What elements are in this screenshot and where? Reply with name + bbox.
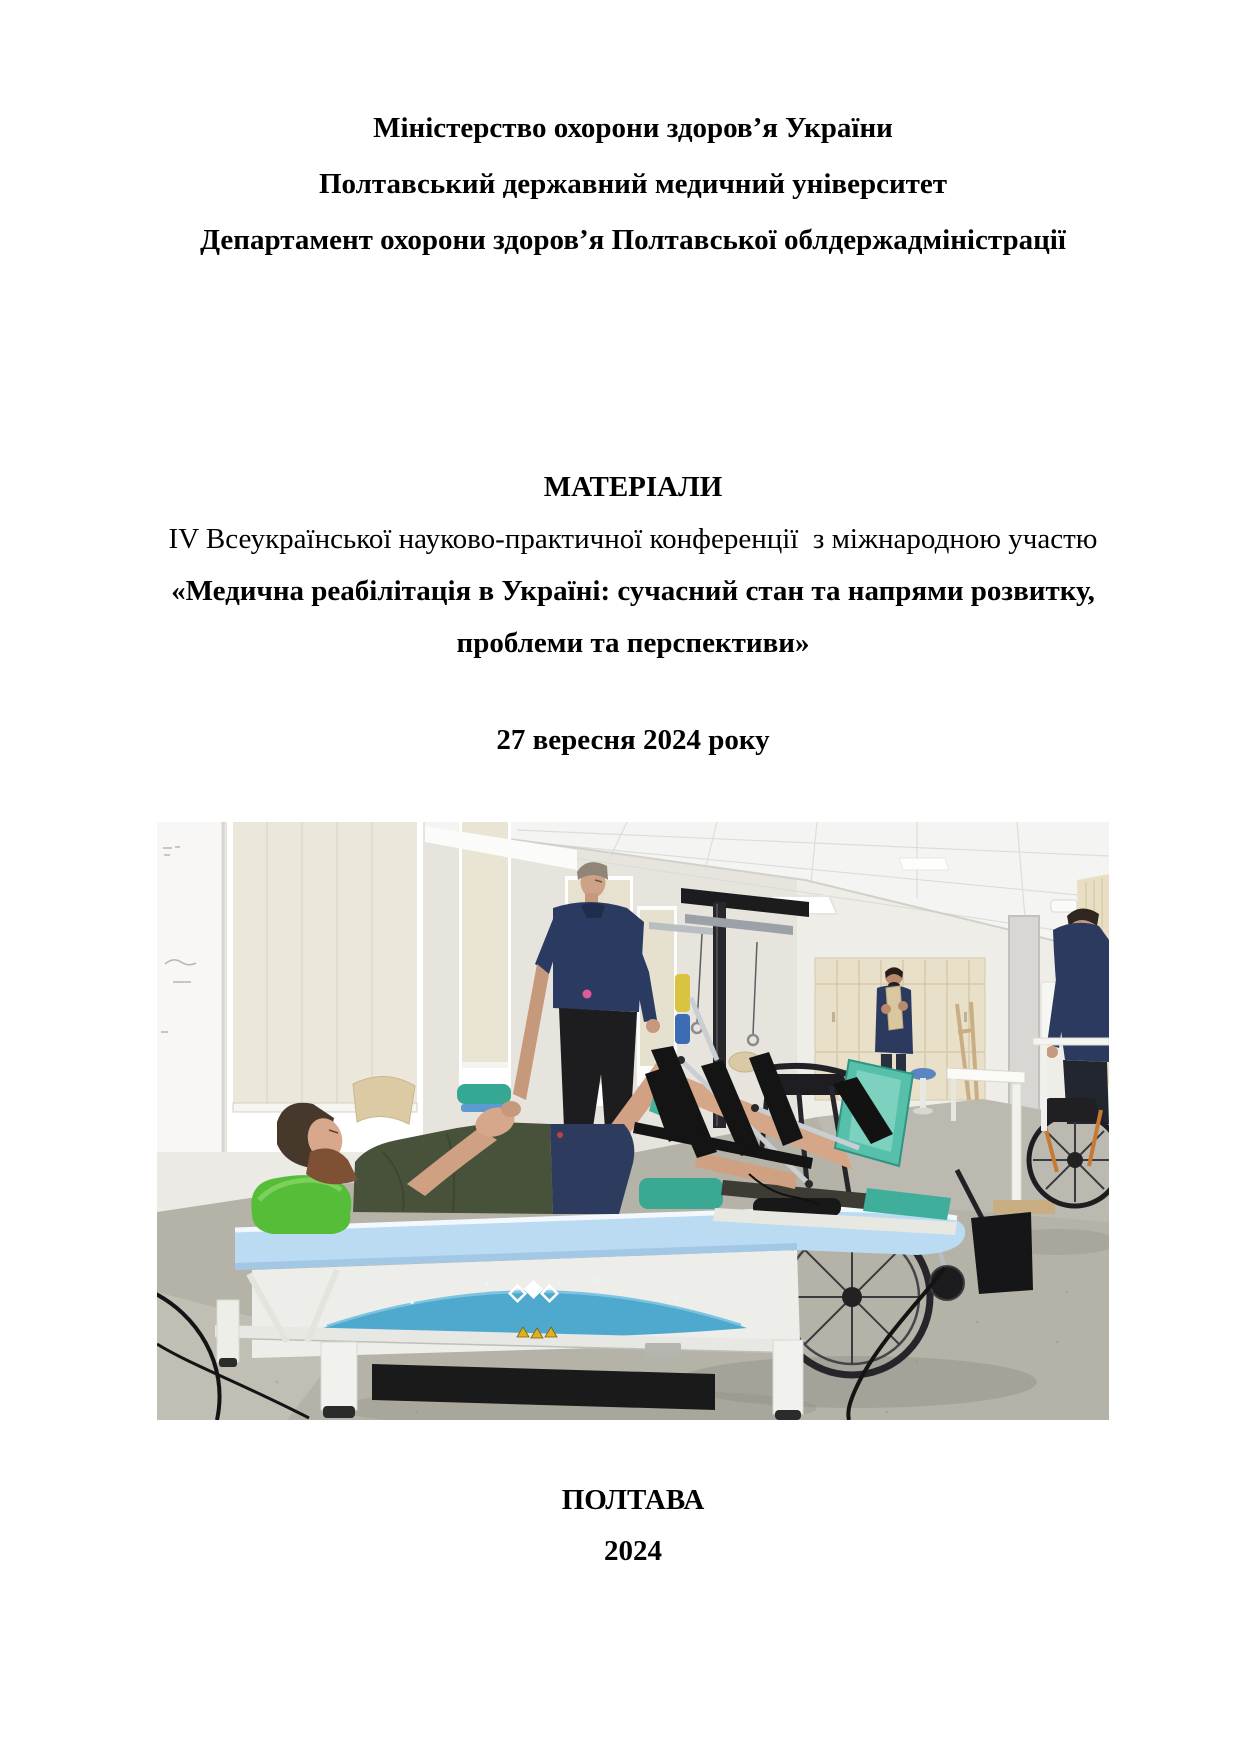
rehab-room-photo [157,822,1109,1420]
year-label: 2024 [604,1535,662,1567]
ceiling-light-panel-2 [899,858,949,870]
department-line: Департамент охорони здоров’я Полтавської облдержадміністрації [200,224,1066,256]
uniform-logo [583,990,592,999]
beige-chair [353,1076,415,1124]
conference-date: 27 вересня 2024 року [496,724,770,756]
conference-subtitle: IV Всеукраїнської науково-практичної конференції з міжнародною участю [168,523,1098,555]
conference-title-line2: проблеми та перспективи» [456,627,810,659]
university-line: Полтавський державний медичний університет [318,168,948,200]
conference-title-line1: «Медична реабілітація в Україні: сучасний стан та напрями розвитку, [171,575,1095,607]
therapist-hand [501,1101,521,1117]
warning-stickers [517,1327,557,1338]
city-label: ПОЛТАВА [561,1484,705,1516]
materials-heading: МАТЕРІАЛИ [543,471,723,503]
ac-unit [1051,900,1077,912]
ministry-line: Міністерство охорони здоров’я України [373,112,893,144]
